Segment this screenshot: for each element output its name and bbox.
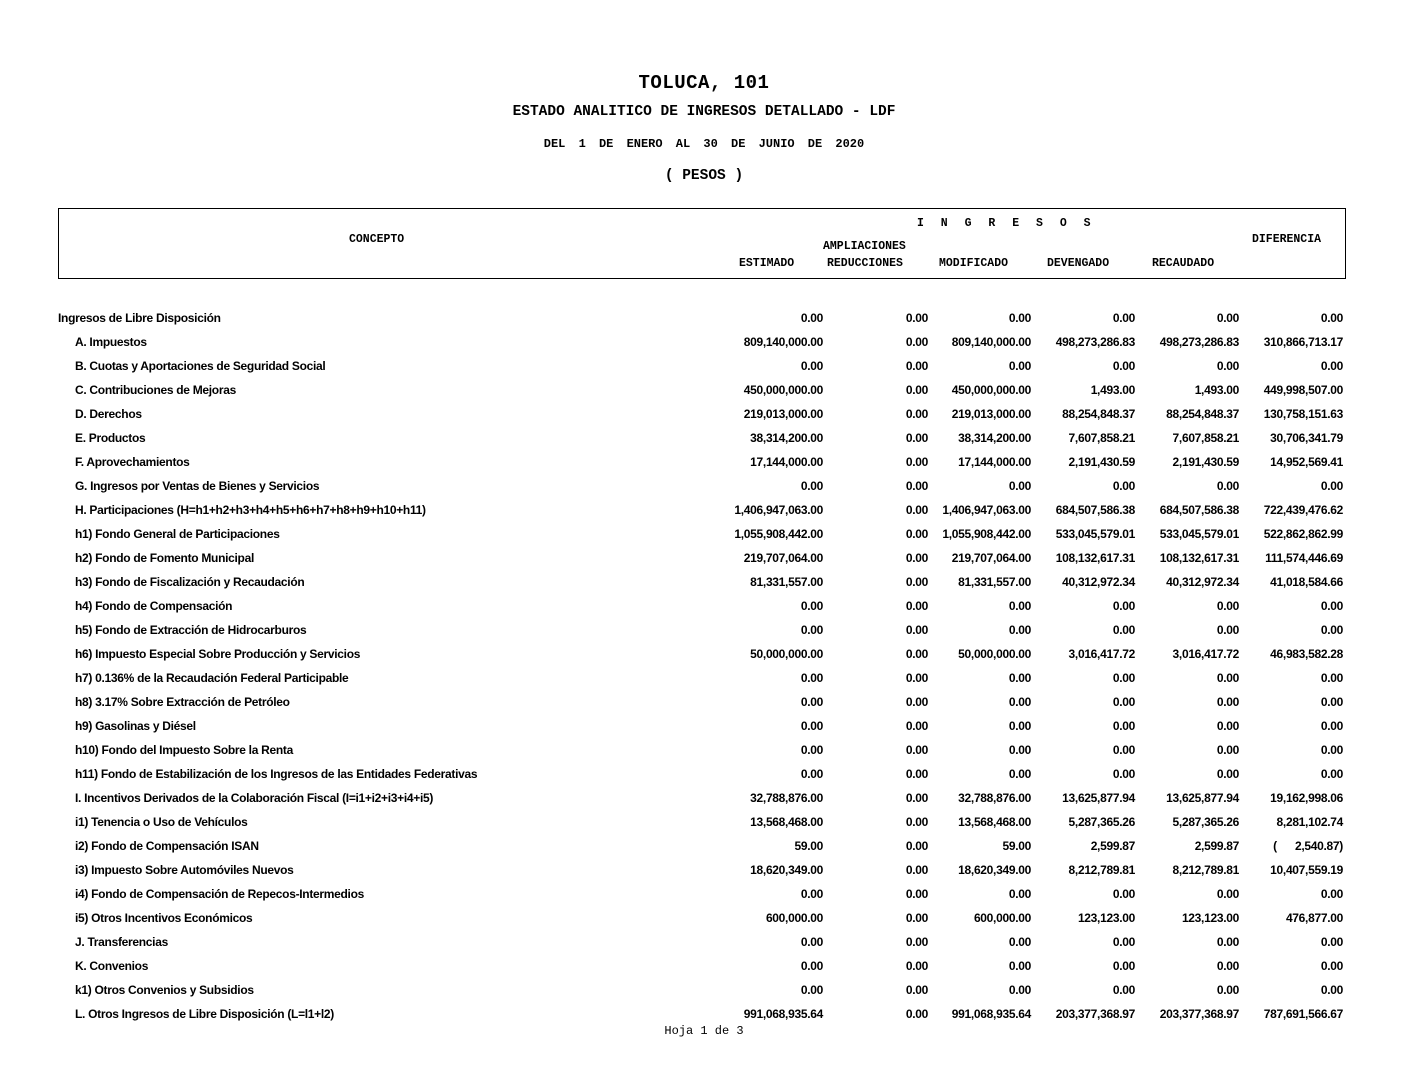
cell-devengado: 203,377,368.97: [1055, 1007, 1135, 1021]
row-concept-label: C. Contribuciones de Mejoras: [75, 383, 236, 397]
cell-modificado: 1,406,947,063.00: [942, 503, 1031, 517]
cell-diferencia: 0.00: [1320, 695, 1343, 709]
table-row: [0, 307, 1408, 331]
cell-devengado: 0.00: [1112, 479, 1135, 493]
cell-recaudado: 88,254,848.37: [1166, 407, 1239, 421]
row-concept-label: J. Transferencias: [75, 935, 168, 949]
cell-diferencia: 476,877.00: [1285, 911, 1343, 925]
cell-ampliaciones-reducciones: 0.00: [905, 647, 928, 661]
table-row: [0, 643, 1408, 667]
cell-ampliaciones-reducciones: 0.00: [905, 839, 928, 853]
table-row: [0, 931, 1408, 955]
cell-modificado: 18,620,349.00: [958, 863, 1031, 877]
cell-devengado: 123,123.00: [1077, 911, 1135, 925]
cell-estimado: 0.00: [800, 623, 823, 637]
table-row: [0, 691, 1408, 715]
cell-devengado: 13,625,877.94: [1062, 791, 1135, 805]
cell-estimado: 0.00: [800, 959, 823, 973]
cell-diferencia: 0.00: [1320, 887, 1343, 901]
cell-modificado: 32,788,876.00: [958, 791, 1031, 805]
row-concept-label: h2) Fondo de Fomento Municipal: [75, 551, 254, 565]
cell-ampliaciones-reducciones: 0.00: [905, 767, 928, 781]
cell-modificado: 600,000.00: [973, 911, 1031, 925]
cell-recaudado: 533,045,579.01: [1159, 527, 1239, 541]
cell-recaudado: 0.00: [1216, 887, 1239, 901]
cell-estimado: 991,068,935.64: [743, 1007, 823, 1021]
cell-modificado: 1,055,908,442.00: [942, 527, 1031, 541]
column-header-box: [58, 208, 1346, 279]
cell-ampliaciones-reducciones: 0.00: [905, 623, 928, 637]
cell-recaudado: 498,273,286.83: [1159, 335, 1239, 349]
table-row: [0, 979, 1408, 1003]
cell-recaudado: 0.00: [1216, 983, 1239, 997]
row-concept-label: I. Incentivos Derivados de la Colaboración Fiscal (I=i1+i2+i3+i4+i5): [75, 791, 434, 805]
cell-estimado: 0.00: [800, 671, 823, 685]
cell-modificado: 0.00: [1008, 479, 1031, 493]
cell-devengado: 88,254,848.37: [1062, 407, 1135, 421]
row-concept-label: h11) Fondo de Estabilización de los Ingresos de las Entidades Federativas: [75, 767, 478, 781]
cell-estimado: 18,620,349.00: [750, 863, 823, 877]
table-row: [0, 331, 1408, 355]
cell-devengado: 8,212,789.81: [1068, 863, 1135, 877]
table-row: [0, 451, 1408, 475]
report-unit: ( PESOS ): [664, 168, 744, 184]
cell-estimado: 0.00: [800, 719, 823, 733]
cell-ampliaciones-reducciones: 0.00: [905, 599, 928, 613]
column-header-modificado: MODIFICADO: [939, 257, 1009, 270]
table-row: [0, 379, 1408, 403]
cell-diferencia: 19,162,998.06: [1270, 791, 1343, 805]
row-concept-label: G. Ingresos por Ventas de Bienes y Servicios: [75, 479, 320, 493]
column-header-recaudado: RECAUDADO: [1152, 257, 1215, 270]
cell-diferencia: 0.00: [1320, 743, 1343, 757]
cell-modificado: 991,068,935.64: [951, 1007, 1031, 1021]
cell-ampliaciones-reducciones: 0.00: [905, 815, 928, 829]
cell-modificado: 50,000,000.00: [958, 647, 1031, 661]
cell-devengado: 0.00: [1112, 623, 1135, 637]
cell-diferencia: 41,018,584.66: [1270, 575, 1343, 589]
cell-ampliaciones-reducciones: 0.00: [905, 935, 928, 949]
row-concept-label: h4) Fondo de Compensación: [75, 599, 233, 613]
cell-estimado: 219,707,064.00: [743, 551, 823, 565]
cell-modificado: 0.00: [1008, 743, 1031, 757]
cell-estimado: 1,055,908,442.00: [734, 527, 823, 541]
row-concept-label: E. Productos: [75, 431, 146, 445]
row-concept-label: F. Aprovechamientos: [75, 455, 190, 469]
cell-recaudado: 0.00: [1216, 479, 1239, 493]
cell-estimado: 1,406,947,063.00: [734, 503, 823, 517]
cell-modificado: 219,013,000.00: [951, 407, 1031, 421]
row-concept-label: h3) Fondo de Fiscalización y Recaudación: [75, 575, 305, 589]
cell-devengado: 3,016,417.72: [1068, 647, 1135, 661]
cell-devengado: 2,599.87: [1090, 839, 1135, 853]
cell-diferencia: 14,952,569.41: [1270, 455, 1343, 469]
cell-diferencia: 0.00: [1320, 479, 1343, 493]
cell-ampliaciones-reducciones: 0.00: [905, 551, 928, 565]
cell-diferencia: 8,281,102.74: [1276, 815, 1343, 829]
cell-ampliaciones-reducciones: 0.00: [905, 455, 928, 469]
cell-estimado: 38,314,200.00: [750, 431, 823, 445]
column-header-estimado: ESTIMADO: [739, 257, 795, 270]
cell-ampliaciones-reducciones: 0.00: [905, 575, 928, 589]
cell-estimado: 600,000.00: [765, 911, 823, 925]
row-concept-label: h8) 3.17% Sobre Extracción de Petróleo: [75, 695, 290, 709]
cell-modificado: 219,707,064.00: [951, 551, 1031, 565]
cell-diferencia: ( 2,540.87): [1273, 839, 1343, 853]
cell-estimado: 81,331,557.00: [750, 575, 823, 589]
report-subtitle: ESTADO ANALITICO DE INGRESOS DETALLADO - LDF: [512, 104, 896, 120]
cell-recaudado: 0.00: [1216, 311, 1239, 325]
cell-recaudado: 0.00: [1216, 695, 1239, 709]
column-header-concepto: CONCEPTO: [349, 233, 405, 246]
cell-diferencia: 30,706,341.79: [1270, 431, 1343, 445]
cell-modificado: 450,000,000.00: [951, 383, 1031, 397]
cell-devengado: 1,493.00: [1090, 383, 1135, 397]
table-row: [0, 955, 1408, 979]
cell-ampliaciones-reducciones: 0.00: [905, 863, 928, 877]
cell-devengado: 0.00: [1112, 695, 1135, 709]
row-concept-label: i5) Otros Incentivos Económicos: [75, 911, 253, 925]
cell-ampliaciones-reducciones: 0.00: [905, 743, 928, 757]
cell-devengado: 0.00: [1112, 767, 1135, 781]
cell-devengado: 0.00: [1112, 359, 1135, 373]
cell-devengado: 108,132,617.31: [1055, 551, 1135, 565]
cell-ampliaciones-reducciones: 0.00: [905, 791, 928, 805]
page-number: Hoja 1 de 3: [664, 1024, 744, 1038]
cell-estimado: 0.00: [800, 983, 823, 997]
row-concept-label: h9) Gasolinas y Diésel: [75, 719, 196, 733]
cell-estimado: 0.00: [800, 743, 823, 757]
cell-recaudado: 123,123.00: [1181, 911, 1239, 925]
row-concept-label: A. Impuestos: [75, 335, 147, 349]
table-row: [0, 859, 1408, 883]
cell-estimado: 0.00: [800, 311, 823, 325]
cell-modificado: 38,314,200.00: [958, 431, 1031, 445]
cell-recaudado: 2,599.87: [1194, 839, 1239, 853]
row-concept-label: i4) Fondo de Compensación de Repecos-Intermedios: [75, 887, 364, 901]
cell-devengado: 2,191,430.59: [1068, 455, 1135, 469]
cell-diferencia: 0.00: [1320, 719, 1343, 733]
cell-ampliaciones-reducciones: 0.00: [905, 431, 928, 445]
cell-estimado: 0.00: [800, 479, 823, 493]
cell-modificado: 0.00: [1008, 599, 1031, 613]
table-row: [0, 811, 1408, 835]
cell-ampliaciones-reducciones: 0.00: [905, 959, 928, 973]
cell-estimado: 0.00: [800, 887, 823, 901]
table-row: [0, 763, 1408, 787]
cell-modificado: 0.00: [1008, 767, 1031, 781]
table-row: [0, 403, 1408, 427]
cell-devengado: 0.00: [1112, 599, 1135, 613]
cell-modificado: 0.00: [1008, 671, 1031, 685]
row-concept-label: D. Derechos: [75, 407, 142, 421]
cell-devengado: 533,045,579.01: [1055, 527, 1135, 541]
row-concept-label: i3) Impuesto Sobre Automóviles Nuevos: [75, 863, 294, 877]
cell-recaudado: 0.00: [1216, 623, 1239, 637]
cell-devengado: 0.00: [1112, 983, 1135, 997]
cell-modificado: 59.00: [1002, 839, 1031, 853]
cell-recaudado: 13,625,877.94: [1166, 791, 1239, 805]
cell-recaudado: 203,377,368.97: [1159, 1007, 1239, 1021]
cell-modificado: 17,144,000.00: [958, 455, 1031, 469]
cell-recaudado: 8,212,789.81: [1172, 863, 1239, 877]
cell-devengado: 5,287,365.26: [1068, 815, 1135, 829]
cell-recaudado: 40,312,972.34: [1166, 575, 1239, 589]
cell-modificado: 81,331,557.00: [958, 575, 1031, 589]
table-row: [0, 475, 1408, 499]
cell-modificado: 0.00: [1008, 695, 1031, 709]
row-concept-label: i2) Fondo de Compensación ISAN: [75, 839, 259, 853]
row-concept-label: i1) Tenencia o Uso de Vehículos: [75, 815, 248, 829]
table-row: [0, 835, 1408, 859]
cell-diferencia: 0.00: [1320, 599, 1343, 613]
cell-recaudado: 684,507,586.38: [1159, 503, 1239, 517]
cell-modificado: 0.00: [1008, 959, 1031, 973]
cell-ampliaciones-reducciones: 0.00: [905, 719, 928, 733]
table-row: [0, 739, 1408, 763]
cell-modificado: 0.00: [1008, 719, 1031, 733]
cell-recaudado: 0.00: [1216, 935, 1239, 949]
row-concept-label: h5) Fondo de Extracción de Hidrocarburos: [75, 623, 307, 637]
cell-diferencia: 0.00: [1320, 767, 1343, 781]
cell-devengado: 0.00: [1112, 671, 1135, 685]
cell-recaudado: 0.00: [1216, 719, 1239, 733]
cell-ampliaciones-reducciones: 0.00: [905, 407, 928, 421]
cell-estimado: 0.00: [800, 695, 823, 709]
cell-estimado: 0.00: [800, 359, 823, 373]
table-row: [0, 907, 1408, 931]
row-concept-label: K. Convenios: [75, 959, 149, 973]
cell-diferencia: 722,439,476.62: [1263, 503, 1343, 517]
table-row: [0, 883, 1408, 907]
cell-modificado: 13,568,468.00: [958, 815, 1031, 829]
cell-devengado: 0.00: [1112, 743, 1135, 757]
cell-recaudado: 1,493.00: [1194, 383, 1239, 397]
cell-recaudado: 2,191,430.59: [1172, 455, 1239, 469]
cell-recaudado: 0.00: [1216, 599, 1239, 613]
cell-modificado: 0.00: [1008, 623, 1031, 637]
column-header-ampliaciones: AMPLIACIONES: [823, 240, 906, 253]
cell-modificado: 0.00: [1008, 887, 1031, 901]
cell-estimado: 809,140,000.00: [743, 335, 823, 349]
table-row: [0, 499, 1408, 523]
table-row: [0, 715, 1408, 739]
cell-modificado: 0.00: [1008, 359, 1031, 373]
cell-diferencia: 0.00: [1320, 671, 1343, 685]
cell-modificado: 809,140,000.00: [951, 335, 1031, 349]
cell-ampliaciones-reducciones: 0.00: [905, 311, 928, 325]
cell-estimado: 0.00: [800, 935, 823, 949]
cell-diferencia: 0.00: [1320, 983, 1343, 997]
table-row: [0, 667, 1408, 691]
table-row: [0, 523, 1408, 547]
cell-ampliaciones-reducciones: 0.00: [905, 383, 928, 397]
cell-recaudado: 0.00: [1216, 767, 1239, 781]
cell-ampliaciones-reducciones: 0.00: [905, 359, 928, 373]
cell-estimado: 450,000,000.00: [743, 383, 823, 397]
cell-devengado: 0.00: [1112, 719, 1135, 733]
cell-diferencia: 46,983,582.28: [1270, 647, 1343, 661]
row-concept-label: h6) Impuesto Especial Sobre Producción y Servicios: [75, 647, 361, 661]
cell-modificado: 0.00: [1008, 311, 1031, 325]
cell-recaudado: 0.00: [1216, 671, 1239, 685]
cell-ampliaciones-reducciones: 0.00: [905, 335, 928, 349]
row-concept-label: H. Participaciones (H=h1+h2+h3+h4+h5+h6+h7+h8+h9+h10+h11): [75, 503, 426, 517]
cell-recaudado: 0.00: [1216, 359, 1239, 373]
cell-ampliaciones-reducciones: 0.00: [905, 983, 928, 997]
cell-recaudado: 5,287,365.26: [1172, 815, 1239, 829]
cell-diferencia: 0.00: [1320, 935, 1343, 949]
cell-diferencia: 0.00: [1320, 359, 1343, 373]
cell-diferencia: 449,998,507.00: [1263, 383, 1343, 397]
cell-diferencia: 787,691,566.67: [1263, 1007, 1343, 1021]
cell-devengado: 7,607,858.21: [1068, 431, 1135, 445]
row-concept-label: h10) Fondo del Impuesto Sobre la Renta: [75, 743, 293, 757]
row-concept-label: h1) Fondo General de Participaciones: [75, 527, 280, 541]
cell-recaudado: 108,132,617.31: [1159, 551, 1239, 565]
cell-ampliaciones-reducciones: 0.00: [905, 479, 928, 493]
cell-estimado: 0.00: [800, 599, 823, 613]
cell-ampliaciones-reducciones: 0.00: [905, 887, 928, 901]
row-concept-label: L. Otros Ingresos de Libre Disposición (L=l1+l2): [75, 1007, 334, 1021]
cell-recaudado: 0.00: [1216, 959, 1239, 973]
table-row: [0, 571, 1408, 595]
column-header-diferencia: DIFERENCIA: [1252, 233, 1322, 246]
cell-diferencia: 522,862,862.99: [1263, 527, 1343, 541]
cell-devengado: 0.00: [1112, 311, 1135, 325]
cell-ampliaciones-reducciones: 0.00: [905, 911, 928, 925]
cell-devengado: 40,312,972.34: [1062, 575, 1135, 589]
cell-devengado: 0.00: [1112, 935, 1135, 949]
table-row: [0, 547, 1408, 571]
cell-recaudado: 0.00: [1216, 743, 1239, 757]
cell-modificado: 0.00: [1008, 935, 1031, 949]
column-header-reducciones: REDUCCIONES: [827, 257, 903, 270]
cell-diferencia: 10,407,559.19: [1270, 863, 1343, 877]
row-concept-label: Ingresos de Libre Disposición: [58, 311, 221, 325]
cell-ampliaciones-reducciones: 0.00: [905, 527, 928, 541]
cell-estimado: 17,144,000.00: [750, 455, 823, 469]
cell-devengado: 0.00: [1112, 959, 1135, 973]
table-row: [0, 427, 1408, 451]
table-row: [0, 787, 1408, 811]
cell-diferencia: 310,866,713.17: [1263, 335, 1343, 349]
cell-modificado: 0.00: [1008, 983, 1031, 997]
table-row: [0, 355, 1408, 379]
cell-estimado: 0.00: [800, 767, 823, 781]
cell-ampliaciones-reducciones: 0.00: [905, 671, 928, 685]
cell-estimado: 50,000,000.00: [750, 647, 823, 661]
table-row: [0, 619, 1408, 643]
table-row: [0, 595, 1408, 619]
cell-ampliaciones-reducciones: 0.00: [905, 695, 928, 709]
cell-devengado: 684,507,586.38: [1055, 503, 1135, 517]
cell-diferencia: 0.00: [1320, 623, 1343, 637]
row-concept-label: k1) Otros Convenios y Subsidios: [75, 983, 254, 997]
cell-devengado: 0.00: [1112, 887, 1135, 901]
cell-estimado: 59.00: [794, 839, 823, 853]
column-header-ingresos: I N G R E S O S: [917, 217, 1096, 230]
cell-diferencia: 111,574,446.69: [1265, 551, 1343, 565]
cell-diferencia: 0.00: [1320, 311, 1343, 325]
report-period: DEL 1 DE ENERO AL 30 DE JUNIO DE 2020: [543, 137, 865, 151]
row-concept-label: h7) 0.136% de la Recaudación Federal Participable: [75, 671, 349, 685]
report-title: TOLUCA, 101: [638, 72, 770, 94]
cell-recaudado: 3,016,417.72: [1172, 647, 1239, 661]
cell-ampliaciones-reducciones: 0.00: [905, 1007, 928, 1021]
cell-diferencia: 130,758,151.63: [1263, 407, 1343, 421]
cell-estimado: 219,013,000.00: [743, 407, 823, 421]
cell-diferencia: 0.00: [1320, 959, 1343, 973]
cell-devengado: 498,273,286.83: [1055, 335, 1135, 349]
cell-estimado: 13,568,468.00: [750, 815, 823, 829]
row-concept-label: B. Cuotas y Aportaciones de Seguridad Social: [75, 359, 326, 373]
cell-estimado: 32,788,876.00: [750, 791, 823, 805]
column-header-devengado: DEVENGADO: [1047, 257, 1110, 270]
cell-ampliaciones-reducciones: 0.00: [905, 503, 928, 517]
cell-recaudado: 7,607,858.21: [1172, 431, 1239, 445]
